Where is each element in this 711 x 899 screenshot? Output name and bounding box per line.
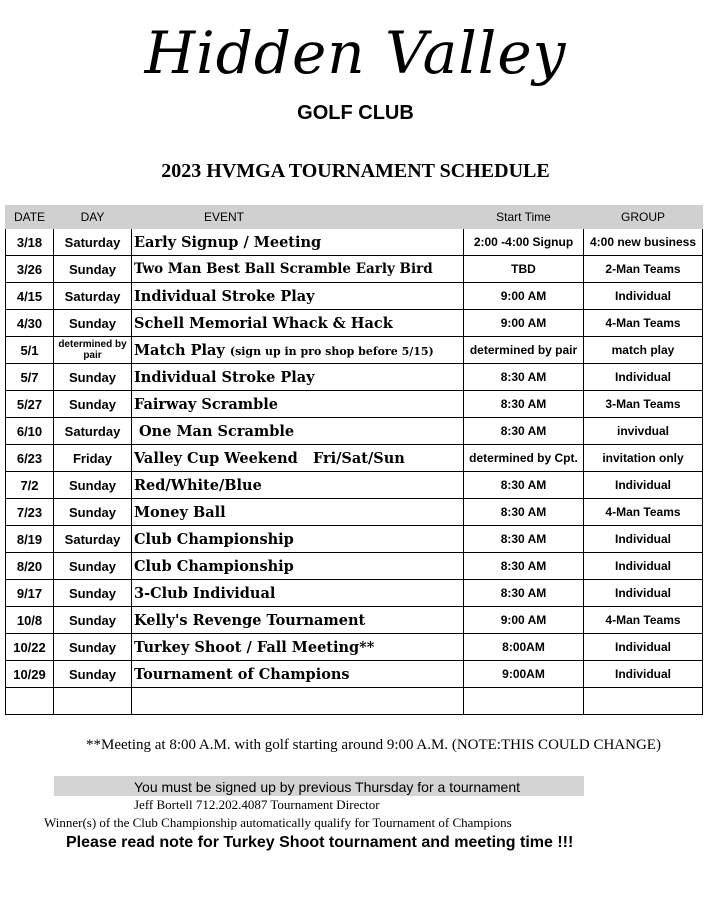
cell-day: Saturday bbox=[54, 229, 132, 256]
cell-event bbox=[132, 364, 464, 391]
cell-event bbox=[132, 256, 464, 283]
cell-event bbox=[132, 337, 464, 364]
event-name: Club Championship bbox=[134, 530, 294, 548]
cell-event bbox=[132, 310, 464, 337]
cell-event bbox=[132, 283, 464, 310]
cell-group: invivdual bbox=[584, 418, 703, 445]
cell-start-time: determined by pair bbox=[464, 337, 584, 364]
cell-start-time: 2:00 -4:00 Signup bbox=[464, 229, 584, 256]
cell-date: 7/2 bbox=[6, 472, 54, 499]
cell-group: Individual bbox=[584, 472, 703, 499]
meeting-note-text: **Meeting at 8:00 A.M. with golf starting around 9:00 A.M. (NOTE:THIS COULD CHANGE) bbox=[86, 737, 661, 753]
table-row bbox=[6, 634, 703, 661]
cell-start-time: 8:30 AM bbox=[464, 472, 584, 499]
event-name: Turkey Shoot / Fall Meeting** bbox=[134, 638, 375, 656]
cell-day: Sunday bbox=[54, 634, 132, 661]
cell-start-time: 9:00AM bbox=[464, 661, 584, 688]
cell-group: Individual bbox=[584, 634, 703, 661]
cell-start-time: determined by Cpt. bbox=[464, 445, 584, 472]
schedule-table bbox=[5, 205, 703, 715]
event-name: Valley Cup Weekend Fri/Sat/Sun bbox=[134, 449, 405, 467]
cell-start-time: 9:00 AM bbox=[464, 310, 584, 337]
cell-day: Sunday bbox=[54, 499, 132, 526]
cell-day: Sunday bbox=[54, 553, 132, 580]
cell-group: Individual bbox=[584, 283, 703, 310]
cell-start-time: 9:00 AM bbox=[464, 283, 584, 310]
table-row bbox=[6, 256, 703, 283]
column-header-date: DATE bbox=[6, 206, 54, 229]
cell-day: Saturday bbox=[54, 283, 132, 310]
cell-day: Sunday bbox=[54, 472, 132, 499]
cell-date: 3/26 bbox=[6, 256, 54, 283]
cell-day: Sunday bbox=[54, 580, 132, 607]
cell-day: Sunday bbox=[54, 661, 132, 688]
cell-day: determined by pair bbox=[54, 337, 132, 364]
cell-group: 4-Man Teams bbox=[584, 607, 703, 634]
cell-start-time: 8:30 AM bbox=[464, 391, 584, 418]
event-name: Fairway Scramble bbox=[134, 395, 278, 413]
cell-date: 3/18 bbox=[6, 229, 54, 256]
empty-cell bbox=[464, 688, 584, 715]
column-header-day: DAY bbox=[54, 206, 132, 229]
cell-start-time: 8:30 AM bbox=[464, 499, 584, 526]
cell-start-time: 9:00 AM bbox=[464, 607, 584, 634]
cell-day: Saturday bbox=[54, 526, 132, 553]
event-name: Two Man Best Ball Scramble Early Bird bbox=[134, 261, 433, 277]
event-name: Individual Stroke Play bbox=[134, 368, 315, 386]
cell-event bbox=[132, 445, 464, 472]
cell-day: Sunday bbox=[54, 391, 132, 418]
cell-event bbox=[132, 661, 464, 688]
cell-day: Sunday bbox=[54, 256, 132, 283]
event-note: (sign up in pro shop before 5/15) bbox=[229, 344, 434, 358]
event-name: Schell Memorial Whack & Hack bbox=[134, 314, 393, 332]
cell-date: 5/27 bbox=[6, 391, 54, 418]
cell-event bbox=[132, 229, 464, 256]
club-subtitle: GOLF CLUB bbox=[297, 102, 414, 124]
cell-event bbox=[132, 418, 464, 445]
empty-cell bbox=[584, 688, 703, 715]
cell-group: Individual bbox=[584, 553, 703, 580]
please-note: Please read note for Turkey Shoot tournament and meeting time !!! bbox=[66, 834, 574, 851]
event-name: Match Play bbox=[134, 341, 225, 359]
tournament-director: Jeff Bortell 712.202.4087 Tournament Director bbox=[134, 797, 380, 812]
event-name: Red/White/Blue bbox=[134, 476, 262, 494]
empty-table-row bbox=[6, 688, 703, 715]
cell-date: 10/22 bbox=[6, 634, 54, 661]
club-name: Hidden Valley bbox=[144, 19, 567, 87]
cell-date: 9/17 bbox=[6, 580, 54, 607]
cell-event bbox=[132, 580, 464, 607]
event-name: Individual Stroke Play bbox=[134, 287, 315, 305]
cell-date: 6/23 bbox=[6, 445, 54, 472]
cell-event bbox=[132, 607, 464, 634]
event-name: One Man Scramble bbox=[134, 422, 295, 440]
event-name: Tournament of Champions bbox=[134, 665, 350, 683]
table-row bbox=[6, 526, 703, 553]
cell-date: 7/23 bbox=[6, 499, 54, 526]
table-row bbox=[6, 310, 703, 337]
cell-group: 4:00 new business bbox=[584, 229, 703, 256]
table-row bbox=[6, 661, 703, 688]
cell-group: Individual bbox=[584, 364, 703, 391]
table-row bbox=[6, 499, 703, 526]
column-header-event: EVENT bbox=[132, 206, 464, 229]
cell-group: Individual bbox=[584, 580, 703, 607]
cell-date: 10/8 bbox=[6, 607, 54, 634]
meeting-note bbox=[0, 737, 711, 754]
cell-group: invitation only bbox=[584, 445, 703, 472]
cell-date: 4/15 bbox=[6, 283, 54, 310]
signup-note: You must be signed up by previous Thursday for a tournament bbox=[54, 776, 584, 796]
cell-start-time: 8:30 AM bbox=[464, 580, 584, 607]
cell-group: 2-Man Teams bbox=[584, 256, 703, 283]
empty-cell bbox=[132, 688, 464, 715]
cell-date: 6/10 bbox=[6, 418, 54, 445]
cell-group: Individual bbox=[584, 526, 703, 553]
table-header-row bbox=[6, 206, 703, 229]
cell-date: 8/19 bbox=[6, 526, 54, 553]
cell-event bbox=[132, 472, 464, 499]
cell-group: 4-Man Teams bbox=[584, 310, 703, 337]
empty-cell bbox=[54, 688, 132, 715]
table-row bbox=[6, 418, 703, 445]
cell-start-time: 8:30 AM bbox=[464, 553, 584, 580]
cell-start-time: TBD bbox=[464, 256, 584, 283]
event-name: 3-Club Individual bbox=[134, 584, 276, 602]
column-header-start-time: Start Time bbox=[464, 206, 584, 229]
table-row bbox=[6, 283, 703, 310]
cell-event bbox=[132, 526, 464, 553]
cell-start-time: 8:30 AM bbox=[464, 418, 584, 445]
cell-event bbox=[132, 553, 464, 580]
empty-cell bbox=[6, 688, 54, 715]
event-name: Kelly's Revenge Tournament bbox=[134, 611, 366, 629]
table-row bbox=[6, 391, 703, 418]
table-row bbox=[6, 607, 703, 634]
cell-date: 4/30 bbox=[6, 310, 54, 337]
cell-date: 5/7 bbox=[6, 364, 54, 391]
table-row bbox=[6, 580, 703, 607]
table-row bbox=[6, 472, 703, 499]
cell-day: Sunday bbox=[54, 364, 132, 391]
event-name: Club Championship bbox=[134, 557, 294, 575]
cell-group: match play bbox=[584, 337, 703, 364]
cell-day: Sunday bbox=[54, 310, 132, 337]
cell-event bbox=[132, 634, 464, 661]
cell-event bbox=[132, 499, 464, 526]
event-name: Early Signup / Meeting bbox=[134, 233, 322, 251]
table-row bbox=[6, 337, 703, 364]
table-row bbox=[6, 553, 703, 580]
cell-day: Sunday bbox=[54, 607, 132, 634]
schedule-title: 2023 HVMGA TOURNAMENT SCHEDULE bbox=[161, 160, 550, 182]
cell-date: 8/20 bbox=[6, 553, 54, 580]
cell-start-time: 8:30 AM bbox=[464, 526, 584, 553]
cell-event bbox=[132, 391, 464, 418]
cell-date: 10/29 bbox=[6, 661, 54, 688]
cell-group: 3-Man Teams bbox=[584, 391, 703, 418]
column-header-group: GROUP bbox=[584, 206, 703, 229]
cell-start-time: 8:00AM bbox=[464, 634, 584, 661]
table-row bbox=[6, 229, 703, 256]
event-name: Money Ball bbox=[134, 503, 226, 521]
cell-day: Friday bbox=[54, 445, 132, 472]
cell-group: Individual bbox=[584, 661, 703, 688]
winner-note: Winner(s) of the Club Championship automatically qualify for Tournament of Champions bbox=[44, 815, 512, 830]
table-row bbox=[6, 445, 703, 472]
cell-group: 4-Man Teams bbox=[584, 499, 703, 526]
cell-day: Saturday bbox=[54, 418, 132, 445]
cell-start-time: 8:30 AM bbox=[464, 364, 584, 391]
table-row bbox=[6, 364, 703, 391]
cell-date: 5/1 bbox=[6, 337, 54, 364]
